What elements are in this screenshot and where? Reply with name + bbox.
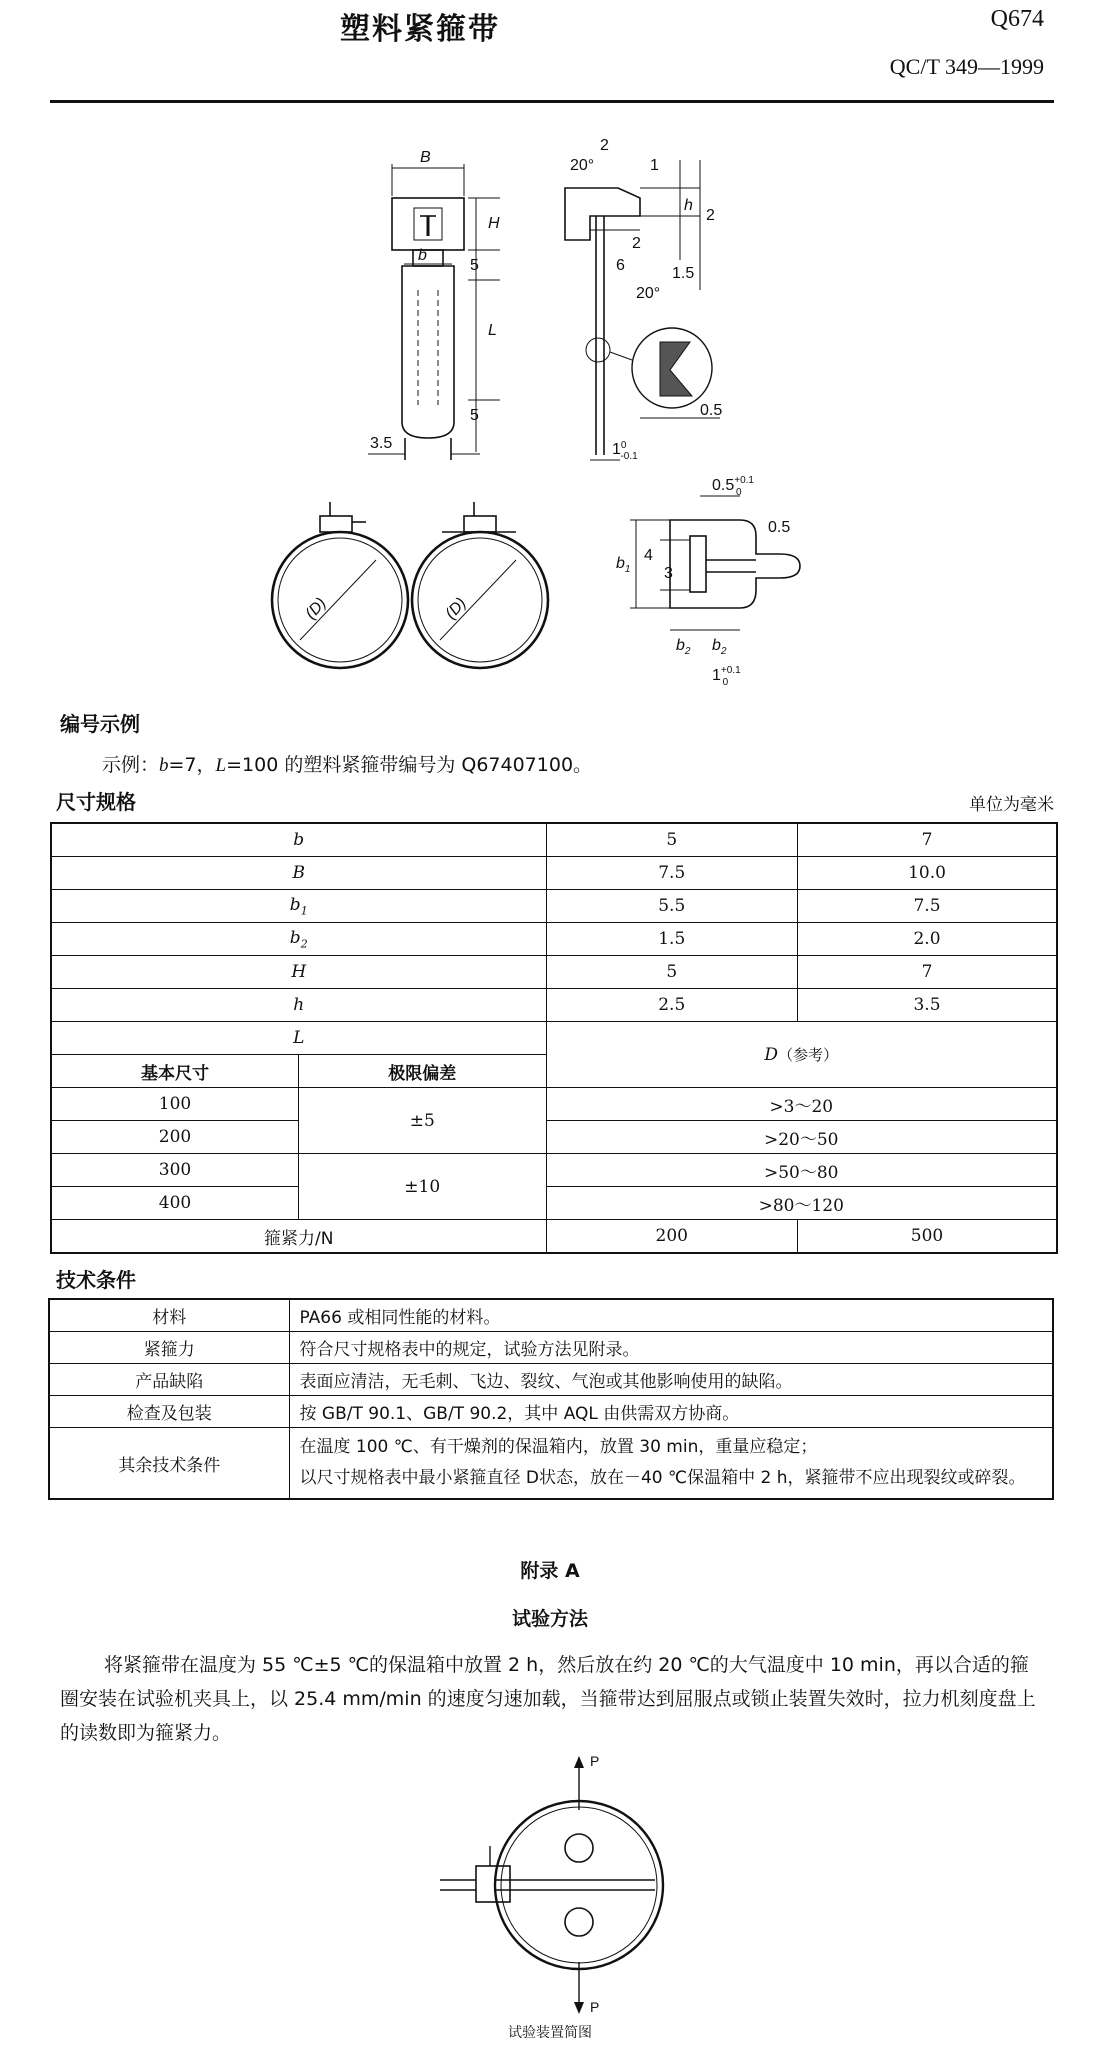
table-row: 产品缺陷 表面应清洁，无毛刺、飞边、裂纹、气泡或其他影响使用的缺陷。 bbox=[49, 1364, 1053, 1396]
dim-H: H bbox=[488, 215, 500, 232]
test-apparatus-diagram bbox=[0, 1750, 1100, 2020]
dim-2-right: 2 bbox=[706, 207, 715, 224]
table-row: 200 >20～50 bbox=[51, 1121, 1057, 1154]
dim-0-5-tol: $0.5^{+0.1}$ 0 bbox=[712, 475, 754, 498]
table-row: h 2.5 3.5 bbox=[51, 989, 1057, 1022]
spec-table bbox=[50, 822, 1058, 1254]
ring-diameter-a: (D) bbox=[302, 594, 330, 623]
technical-drawing bbox=[0, 120, 1100, 700]
header-rule bbox=[50, 100, 1054, 103]
dim-3: 3 bbox=[664, 565, 673, 582]
appendix-title: 附录 A bbox=[520, 1560, 580, 1582]
dim-1-tol-b: $1^{+0.1}$ 0 bbox=[712, 665, 741, 688]
dim-b: b bbox=[418, 247, 427, 264]
dim-6: 6 bbox=[616, 257, 625, 274]
figure-caption: 试验装置简图 bbox=[508, 2025, 592, 2041]
table-row: 箍紧力/N 200 500 bbox=[51, 1220, 1057, 1254]
dim-0-5: 0.5 bbox=[700, 402, 723, 419]
spec-heading: 尺寸规格 bbox=[56, 790, 136, 814]
dim-1-5: 1.5 bbox=[672, 265, 695, 282]
product-code: Q674 bbox=[990, 6, 1044, 32]
dim-3-5: 3.5 bbox=[370, 435, 393, 452]
page-title: 塑料紧箍带 bbox=[340, 12, 500, 47]
force-p-top: P bbox=[590, 1753, 600, 1769]
dim-20deg-b: 20° bbox=[636, 285, 661, 302]
dim-4: 4 bbox=[644, 547, 653, 564]
dim-h: h bbox=[684, 197, 693, 214]
table-row: 基本尺寸 极限偏差 bbox=[51, 1055, 1057, 1088]
dim-20deg-a: 20° bbox=[570, 157, 595, 174]
dim-5a: 5 bbox=[470, 257, 479, 274]
table-row: B 7.5 10.0 bbox=[51, 857, 1057, 890]
ring-diameter-b: (D) bbox=[442, 594, 470, 623]
appendix-paragraph: 将紧箍带在温度为 55 ℃±5 ℃的保温箱中放置 2 h，然后放在约 20 ℃的大气温度中 10 min，再以合适的箍圈安装在试验机夹具上，以 25.4 mm/min 的速度匀速加载，当箍带达到屈服点或锁止装置失效时，拉力机刻度盘上的读数即为箍紧力。 bbox=[60, 1654, 1036, 1744]
dim-b2-a: $b_2$ bbox=[676, 637, 691, 657]
appendix-subtitle: 试验方法 bbox=[511, 1608, 588, 1630]
numbering-example: 示例：b=7，L=100 的塑料紧箍带编号为 Q67407100。 bbox=[102, 754, 593, 776]
table-row: 材料 PA66 或相同性能的材料。 bbox=[49, 1299, 1053, 1332]
dim-1-tol: $1^0$ -0.1 bbox=[612, 440, 638, 462]
table-row: 紧箍力 符合尺寸规格表中的规定，试验方法见附录。 bbox=[49, 1332, 1053, 1364]
dim-5b: 5 bbox=[470, 407, 479, 424]
dim-2-mid: 2 bbox=[632, 235, 641, 252]
dim-L: L bbox=[488, 322, 497, 339]
table-row: $b_1$ 5.5 7.5 bbox=[51, 890, 1057, 923]
dim-2-top: 2 bbox=[600, 137, 609, 154]
table-row: 检查及包装 按 GB/T 90.1、GB/T 90.2，其中 AQL 由供需双方协商。 bbox=[49, 1396, 1053, 1428]
tech-table bbox=[48, 1298, 1054, 1500]
dim-b2-b: $b_2$ bbox=[712, 637, 727, 657]
table-row: H 5 7 bbox=[51, 956, 1057, 989]
table-row: L D（参考） bbox=[51, 1022, 1057, 1055]
table-row: 其余技术条件 在温度 100 ℃、有干燥剂的保温箱内，放置 30 min，重量应稳定； 以尺寸规格表中最小紧箍直径 D状态，放在－40 ℃保温箱中 2 h，紧箍带不应出现裂纹或碎裂。 bbox=[49, 1428, 1053, 1500]
dim-1: 1 bbox=[650, 157, 659, 174]
table-row: $b_2$ 1.5 2.0 bbox=[51, 923, 1057, 956]
dim-B: B bbox=[420, 149, 431, 166]
numbering-heading: 编号示例 bbox=[60, 712, 140, 736]
dim-b1: $b_1$ bbox=[616, 555, 631, 575]
force-p-bottom: P bbox=[590, 1999, 600, 2015]
standard-number: QC/T 349—1999 bbox=[889, 54, 1044, 79]
dim-0-5-v: 0.5 bbox=[768, 519, 791, 536]
spec-unit: 单位为毫米 bbox=[969, 795, 1054, 815]
table-row: b 5 7 bbox=[51, 823, 1057, 857]
table-row: 100 ±5 >3～20 bbox=[51, 1088, 1057, 1121]
tech-heading: 技术条件 bbox=[56, 1268, 136, 1292]
table-row: 300 ±10 >50～80 bbox=[51, 1154, 1057, 1187]
table-row: 400 >80～120 bbox=[51, 1187, 1057, 1220]
